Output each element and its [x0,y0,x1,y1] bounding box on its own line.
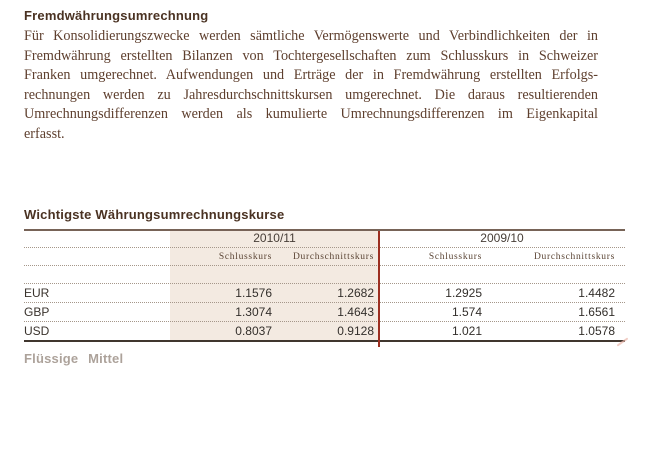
currency-label: GBP [24,305,50,319]
paragraph-line: erfasst. [24,125,65,142]
rate-value: 1.1576 [235,286,272,300]
rate-value: 1.4482 [578,286,615,300]
rate-value: 1.2682 [337,286,374,300]
table-row-usd [24,322,625,340]
table-spacer-row [24,266,625,284]
rate-value: 1.021 [451,324,482,338]
paragraph-line: Umrechnungsdifferenzen werden als kumulierte Umrechnungsdifferenzen im Eigenkapital [24,106,598,122]
column-header-durchschnittskurs-2010: Durchschnittskurs [292,252,374,262]
rate-value: 1.0578 [578,324,615,338]
rate-value: 1.2925 [445,286,482,300]
table-subheader-row [24,248,625,266]
currency-label: USD [24,324,50,338]
next-section-heading-clipped: Flüssige Mittel [24,351,124,366]
group-divider-line [378,231,380,347]
rate-value: 1.4643 [337,305,374,319]
paragraph-line: Für Konsolidierungszwecke werden sämtliche Vermögenswerte und Verbindlichkeiten der in [24,28,598,44]
column-header-schlusskurs-2010: Schlusskurs [218,252,272,262]
column-header-schlusskurs-2009: Schlusskurs [428,252,482,262]
currency-label: EUR [24,286,50,300]
table-title: Wichtigste Währungsumrechnungskurse [24,207,285,222]
rate-value: 0.9128 [337,324,374,338]
table-row-gbp [24,303,625,322]
table-row-eur [24,284,625,303]
paragraph-line: Fremdwährung erstellten Bilanzen von Tochtergesellschaften zum Schlusskurs in Schweizer [24,47,598,64]
table-year-header-row [24,231,625,248]
year-group-2009-10: 2009/10 [480,231,524,245]
year-group-2010-11: 2010/11 [253,231,296,245]
paragraph-line: rechnungen werden zu Jahresdurchschnittskursen umgerechnet. Die daraus resultierenden [24,86,598,103]
rate-value: 1.3074 [235,305,272,319]
currency-rate-table [24,229,625,342]
paragraph-line: Franken umgerechnet. Aufwendungen und Erträge der in Fremdwährung erstellten Erfolgs- [24,67,598,83]
section-heading: Fremdwährungsumrechnung [24,8,209,23]
body-paragraph [24,27,598,144]
rate-value: 1.574 [451,305,482,319]
rate-value: 1.6561 [578,305,615,319]
column-header-durchschnittskurs-2009: Durchschnittskurs [533,252,615,262]
rate-value: 0.8037 [235,324,272,338]
